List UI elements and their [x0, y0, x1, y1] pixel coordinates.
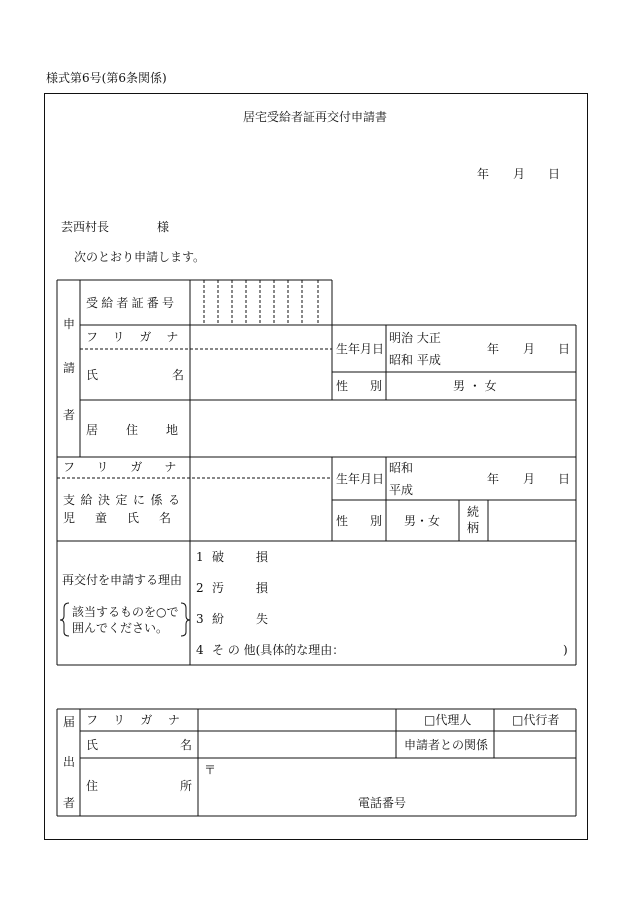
- child-sex-label-1: 性: [336, 514, 349, 528]
- child-name-label-2: 児童氏名: [63, 511, 192, 525]
- applicant-birth-month: 月: [523, 342, 536, 356]
- applicant-era-1: 明治 大正: [389, 331, 441, 345]
- child-sex-label-2: 別: [370, 514, 383, 528]
- submitter-address-label-1: 住: [86, 779, 99, 793]
- addressee-name: 芸西村長: [61, 220, 110, 234]
- reason-item-2-num: 2: [196, 581, 204, 595]
- applicant-birthdate-label: 生年月日: [336, 342, 385, 356]
- child-era-2: 平成: [389, 483, 414, 497]
- reason-item-1-text: 破 損: [212, 550, 279, 564]
- child-birth-month: 月: [523, 472, 536, 486]
- child-name-label-1: 支給決定に係る: [63, 493, 186, 507]
- child-birth-day: 日: [558, 472, 571, 486]
- cert-number-label: 受給者証番号: [86, 296, 178, 310]
- applicant-birth-year: 年: [487, 342, 500, 356]
- applicant-address-label: 居住地: [86, 423, 207, 437]
- date-day-label: 日: [548, 167, 561, 181]
- applicant-furigana-label: フリガナ: [86, 330, 194, 344]
- applicant-birth-day: 日: [558, 342, 571, 356]
- agent-option[interactable]: □代理人: [424, 713, 472, 727]
- submitter-side-label-3: 者: [63, 796, 76, 810]
- applicant-sex-value: 男 ・ 女: [453, 379, 497, 393]
- submitter-side-label-1: 届: [63, 715, 76, 729]
- applicant-side-label-2: 請: [63, 361, 76, 375]
- reason-close-paren: ): [563, 643, 568, 657]
- child-relation-label-2: 柄: [467, 521, 480, 535]
- reason-item-1-num: 1: [196, 550, 204, 564]
- child-furigana-label: フリガナ: [63, 460, 199, 474]
- child-relation-label-1: 続: [467, 505, 480, 519]
- applicant-era-2: 昭和 平成: [389, 353, 441, 367]
- reason-label: 再交付を申請する理由: [62, 573, 183, 587]
- reason-item-2-text: 汚 損: [212, 581, 279, 595]
- phone-label: 電話番号: [358, 796, 407, 810]
- addressee-honorific: 様: [157, 220, 170, 234]
- form-title: 居宅受給者証再交付申請書: [242, 110, 387, 124]
- intro-text: 次のとおり申請します。: [74, 250, 206, 264]
- reason-item-3-num: 3: [196, 612, 204, 626]
- applicant-sex-label-2: 別: [370, 379, 383, 393]
- reason-item-3-text: 紛 失: [212, 612, 279, 626]
- submitter-side-label-2: 出: [63, 755, 76, 769]
- applicant-name-label-1: 氏: [86, 368, 99, 382]
- child-birthdate-label: 生年月日: [336, 472, 385, 486]
- reason-item-4-text: そ の 他(具体的な理由：: [212, 643, 345, 657]
- postal-mark: 〒: [204, 763, 217, 777]
- applicant-name-label-2: 名: [172, 368, 185, 382]
- submitter-address-label-2: 所: [180, 779, 193, 793]
- applicant-sex-label-1: 性: [336, 379, 349, 393]
- applicant-side-label-1: 申: [63, 317, 76, 331]
- submitter-name-label-1: 氏: [86, 738, 99, 752]
- date-year-label: 年: [477, 167, 490, 181]
- child-era-1: 昭和: [389, 461, 414, 475]
- submitter-name-label-2: 名: [180, 738, 193, 752]
- date-month-label: 月: [513, 167, 526, 181]
- reason-note-1: 該当するものを○で: [72, 605, 179, 619]
- relation-label: 申請者との関係: [404, 738, 489, 752]
- reason-item-4-num: 4: [196, 643, 204, 657]
- reason-note-2: 囲んでください。: [72, 621, 169, 635]
- child-sex-value: 男・女: [404, 514, 441, 528]
- form-number: 様式第6号(第6条関係): [46, 71, 167, 85]
- applicant-side-label-3: 者: [63, 408, 76, 422]
- submitter-furigana-label: フリガナ: [86, 713, 196, 727]
- proxy-option[interactable]: □代行者: [512, 713, 560, 727]
- child-birth-year: 年: [487, 472, 500, 486]
